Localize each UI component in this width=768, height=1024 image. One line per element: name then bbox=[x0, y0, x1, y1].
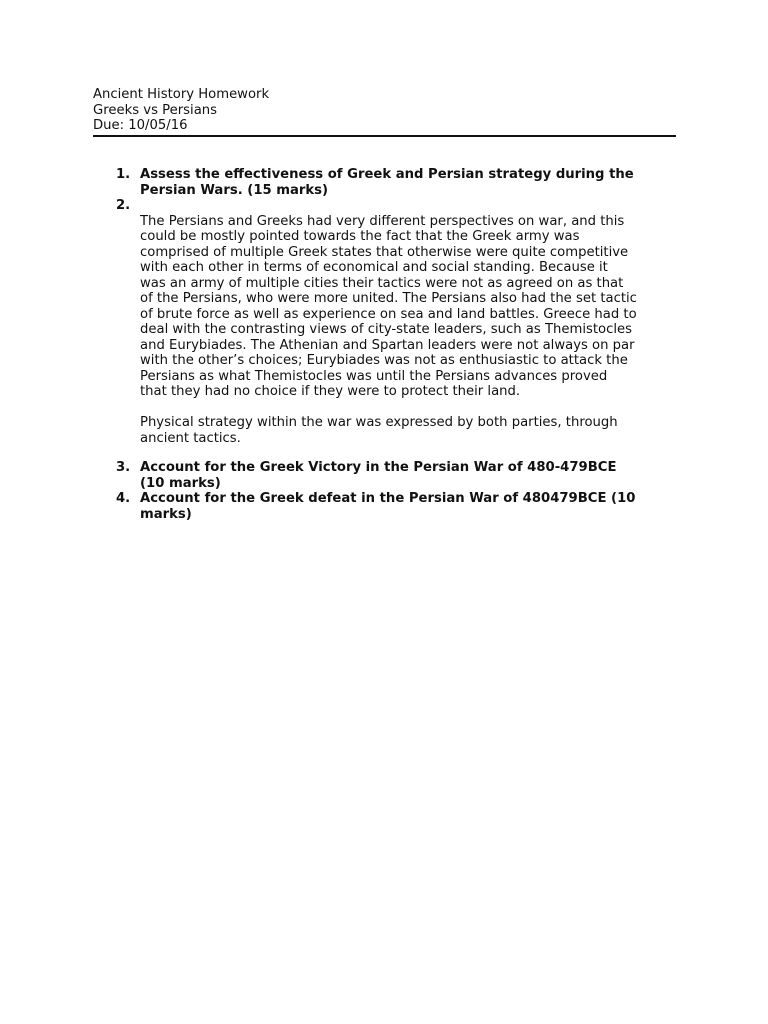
answer-spacer bbox=[140, 198, 683, 214]
item-number: 4. bbox=[116, 491, 131, 506]
header-divider bbox=[93, 135, 676, 137]
question-text: Assess the effectiveness of Greek and Persian strategy during the Persian Wars. (15 marks) bbox=[140, 167, 634, 198]
document-header bbox=[93, 87, 676, 134]
due-date: Due: 10/05/16 bbox=[93, 118, 188, 133]
item-number: 2. bbox=[116, 198, 131, 213]
answer-paragraph-1: The Persians and Greeks had very different perspectives on war, and this could be mostly pointed towards the fact that the Greek army was comprised of multiple Greek states that otherwise were quite competitive with each other in terms of economical and social standing. Because it was an army of multiple cities their tactics were not as agreed on as that of the Persians, who were more united. The Persians also had the set tactic of brute force as well as experience on sea and land battles. Greece had to deal with the contrasting views of city-state leaders, such as Themistocles and Eurybiades. The Athenian and Spartan leaders were not always on par with the other’s choices; Eurybiades was not as enthusiastic to attack the Persians as what Themistocles was until the Persians advances proved that they had no choice if they were to protect their land. bbox=[140, 213, 637, 399]
question-item-4 bbox=[93, 491, 683, 522]
question-item-3 bbox=[93, 460, 683, 491]
question-text: Account for the Greek Victory in the Persian War of 480-479BCE (10 marks) bbox=[140, 460, 617, 491]
question-text: Account for the Greek defeat in the Persian War of 480479BCE (10 marks) bbox=[140, 491, 636, 522]
question-item-1 bbox=[93, 167, 683, 198]
course-title: Ancient History Homework bbox=[93, 87, 270, 102]
topic-title: Greeks vs Persians bbox=[93, 102, 218, 118]
item-number: 3. bbox=[116, 460, 131, 475]
item-spacer bbox=[93, 446, 683, 460]
question-list bbox=[93, 167, 683, 522]
item-number: 1. bbox=[116, 167, 131, 182]
question-item-2 bbox=[93, 198, 683, 446]
paragraph-spacer bbox=[140, 400, 683, 416]
answer-paragraph-2: Physical strategy within the war was expressed by both parties, through ancient tactics. bbox=[140, 415, 618, 446]
